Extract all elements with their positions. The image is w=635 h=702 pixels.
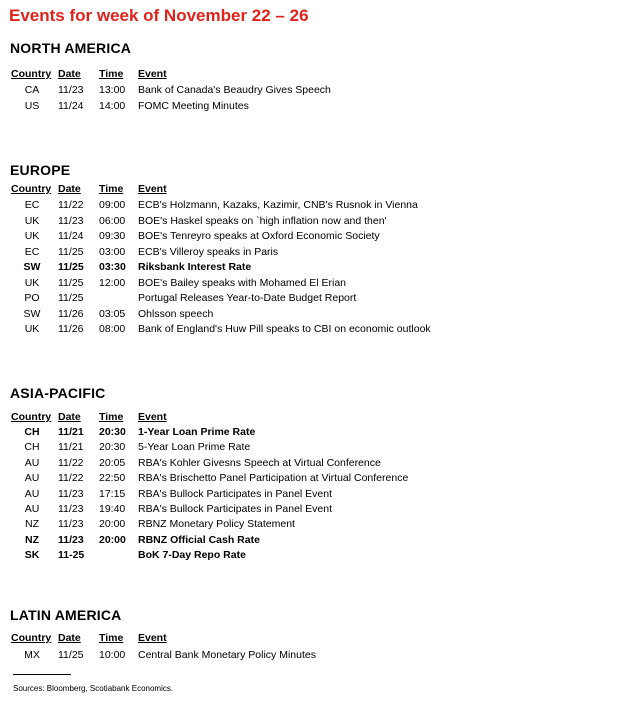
cell-date: 11/23 xyxy=(58,84,84,96)
cell-date: 11/22 xyxy=(58,199,84,211)
cell-event: RBA's Brischetto Panel Participation at Virtual Conference xyxy=(138,472,409,485)
cell-time: 20:05 xyxy=(99,456,126,469)
header-country: Country xyxy=(11,183,52,195)
cell-date: 11-25 xyxy=(58,549,85,562)
cell-date: 11/21 xyxy=(58,426,84,438)
cell-country: SW xyxy=(23,307,41,320)
cell-country: SW xyxy=(23,261,41,273)
cell-date: 11/22 xyxy=(58,456,84,469)
header-time: Time xyxy=(99,68,124,80)
cell-event: FOMC Meeting Minutes xyxy=(138,99,249,112)
cell-country: US xyxy=(24,99,40,112)
header-time: Time xyxy=(99,411,124,423)
cell-country: UK xyxy=(24,323,40,335)
cell-date: 11/25 xyxy=(58,292,84,304)
cell-event: Ohlsson speech xyxy=(138,307,214,320)
cell-time: 19:40 xyxy=(99,503,126,515)
cell-country: UK xyxy=(24,214,40,227)
cell-date: 11/22 xyxy=(58,472,84,485)
header-date: Date xyxy=(58,632,81,644)
cell-time: 20:30 xyxy=(99,426,126,438)
cell-date: 11/24 xyxy=(58,230,84,242)
cell-event: BOE's Tenreyro speaks at Oxford Economic Society xyxy=(138,230,380,242)
cell-time: 17:15 xyxy=(99,487,126,500)
cell-date: 11/21 xyxy=(58,441,84,454)
cell-time: 14:00 xyxy=(99,99,126,112)
cell-country: AU xyxy=(24,503,40,515)
cell-date: 11/23 xyxy=(58,503,84,515)
cell-country: MX xyxy=(24,649,40,661)
cell-event: RBNZ Monetary Policy Statement xyxy=(138,518,295,531)
cell-time: 20:00 xyxy=(99,533,126,546)
cell-time: 03:30 xyxy=(99,261,126,273)
cell-country: AU xyxy=(24,472,40,485)
sources-note: Sources: Bloomberg, Scotiabank Economics. xyxy=(13,684,174,693)
cell-country: EC xyxy=(24,245,40,258)
cell-date: 11/26 xyxy=(58,323,84,335)
cell-time: 09:00 xyxy=(99,199,126,211)
cell-event: Portugal Releases Year-to-Date Budget Report xyxy=(138,292,357,304)
cell-event: ECB's Villeroy speaks in Paris xyxy=(138,245,279,258)
cell-event: BoK 7-Day Repo Rate xyxy=(138,549,246,562)
cell-time: 20:00 xyxy=(99,518,126,531)
header-date: Date xyxy=(58,183,81,195)
cell-event: Bank of England's Huw Pill speaks to CBI on economic outlook xyxy=(138,323,431,335)
cell-country: CH xyxy=(24,426,40,438)
cell-event: Central Bank Monetary Policy Minutes xyxy=(138,649,316,661)
cell-date: 11/23 xyxy=(58,518,84,531)
cell-date: 11/25 xyxy=(58,649,84,661)
header-event: Event xyxy=(138,411,167,423)
cell-date: 11/23 xyxy=(58,487,84,500)
cell-event: Riksbank Interest Rate xyxy=(138,261,252,273)
header-country: Country xyxy=(11,411,52,423)
cell-country: AU xyxy=(24,456,40,469)
cell-country: SK xyxy=(24,549,40,562)
cell-country: PO xyxy=(24,292,40,304)
header-date: Date xyxy=(58,68,81,80)
cell-date: 11/24 xyxy=(58,99,84,112)
header-time: Time xyxy=(99,632,124,644)
header-event: Event xyxy=(138,632,167,644)
region-title: LATIN AMERICA xyxy=(10,607,122,623)
cell-time: 20:30 xyxy=(99,441,126,454)
cell-time: 10:00 xyxy=(99,649,126,661)
cell-time: 13:00 xyxy=(99,84,126,96)
cell-time: 03:05 xyxy=(99,307,126,320)
cell-time: 03:00 xyxy=(99,245,126,258)
header-date: Date xyxy=(58,411,81,423)
cell-time: 12:00 xyxy=(99,276,126,289)
header-event: Event xyxy=(138,68,167,80)
cell-time: 08:00 xyxy=(99,323,126,335)
header-time: Time xyxy=(99,183,124,195)
cell-event: BOE's Haskel speaks on `high inflation now and then' xyxy=(138,214,387,227)
footnote-rule xyxy=(13,674,71,675)
cell-event: 1-Year Loan Prime Rate xyxy=(138,426,256,438)
cell-country: NZ xyxy=(25,533,39,546)
cell-event: RBA's Bullock Participates in Panel Event xyxy=(138,503,333,515)
cell-country: UK xyxy=(24,276,40,289)
cell-event: Bank of Canada's Beaudry Gives Speech xyxy=(138,84,331,96)
cell-date: 11/25 xyxy=(58,245,84,258)
cell-country: NZ xyxy=(25,518,39,531)
region-title: ASIA-PACIFIC xyxy=(10,385,106,401)
cell-country: AU xyxy=(24,487,40,500)
cell-event: ECB's Holzmann, Kazaks, Kazimir, CNB's Rusnok in Vienna xyxy=(138,199,418,211)
cell-country: CA xyxy=(24,84,40,96)
cell-country: CH xyxy=(24,441,40,454)
header-event: Event xyxy=(138,183,167,195)
cell-date: 11/23 xyxy=(58,533,84,546)
cell-event: RBA's Bullock Participates in Panel Event xyxy=(138,487,333,500)
page-title: Events for week of November 22 – 26 xyxy=(9,6,309,25)
cell-event: 5-Year Loan Prime Rate xyxy=(138,441,251,454)
cell-event: BOE's Bailey speaks with Mohamed El Erian xyxy=(138,276,347,289)
cell-time: 06:00 xyxy=(99,214,126,227)
cell-time: 09:30 xyxy=(99,230,126,242)
region-title: EUROPE xyxy=(10,162,71,178)
cell-country: UK xyxy=(24,230,40,242)
cell-date: 11/25 xyxy=(58,261,84,273)
region-title: NORTH AMERICA xyxy=(10,40,132,56)
header-country: Country xyxy=(11,68,52,80)
cell-time: 22:50 xyxy=(99,472,126,485)
cell-event: RBA's Kohler Givesns Speech at Virtual Conference xyxy=(138,456,381,469)
cell-event: RBNZ Official Cash Rate xyxy=(138,533,260,546)
cell-date: 11/26 xyxy=(58,307,84,320)
cell-date: 11/23 xyxy=(58,214,84,227)
header-country: Country xyxy=(11,632,52,644)
cell-country: EC xyxy=(24,199,40,211)
cell-date: 11/25 xyxy=(58,276,84,289)
